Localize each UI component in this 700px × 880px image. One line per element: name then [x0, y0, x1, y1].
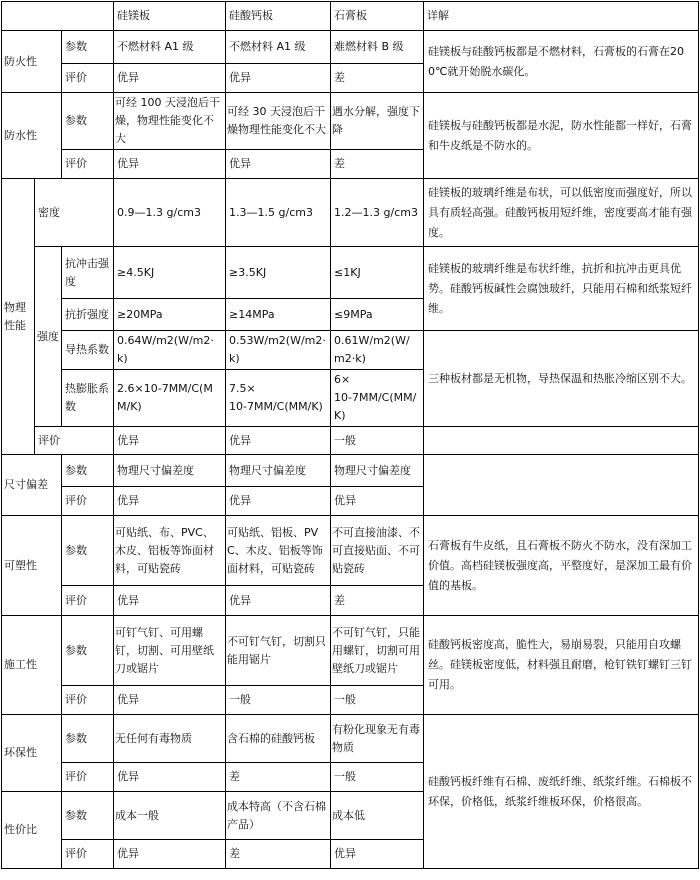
cell-value: 物理尺寸偏差度	[114, 455, 226, 487]
cell-value: 不可钉气钉，只能用螺钉，切割可用壁纸刀或锯片	[331, 616, 424, 686]
cell-value: 优异	[114, 763, 226, 792]
row-label-density: 密度	[35, 179, 114, 247]
explanation-empty	[424, 427, 699, 455]
cell-value: 0.53W/m2(W/m2·k)	[226, 331, 331, 370]
row-label-params: 参数	[62, 616, 114, 686]
category-plastic: 可塑性	[2, 516, 62, 616]
cell-value: 优异	[114, 686, 226, 715]
row-label-eval: 评价	[62, 763, 114, 792]
cell-value: 一般	[331, 427, 424, 455]
cell-value: 优异	[114, 586, 226, 616]
explanation-work: 硅酸钙板密度高，脆性大，易崩易裂，只能用自攻螺丝。硅镁板密度低，材料强且耐磨，枪钉铁钉螺钉三钉可用。	[424, 616, 699, 715]
category-work: 施工性	[2, 616, 62, 715]
row-label-eval: 评价	[62, 686, 114, 715]
cell-value: 优异	[226, 487, 331, 516]
cell-value: 一般	[226, 686, 331, 715]
header-col-magnesium: 硅镁板	[114, 2, 226, 31]
cell-value: 优异	[114, 427, 226, 455]
table-row	[2, 331, 699, 370]
cell-value: 一般	[331, 763, 424, 792]
row-label-params: 参数	[62, 715, 114, 763]
cell-value: 成本特高（不含石棉产品）	[226, 792, 331, 840]
cell-value: 不燃材料 A1 级	[226, 31, 331, 64]
header-row	[2, 2, 699, 31]
cell-value: 1.3—1.5 g/cm3	[226, 179, 331, 247]
cell-value: 0.9—1.3 g/cm3	[114, 179, 226, 247]
cell-value: ≥14MPa	[226, 299, 331, 331]
cell-value: 成本一般	[114, 792, 226, 840]
cell-value: 差	[226, 840, 331, 869]
explanation-plastic: 石膏板有牛皮纸，且石膏板不防火不防水，没有深加工价值。高档硅镁板强度高，平整度好，是深加工最有价值的基板。	[424, 516, 699, 616]
cell-value: 优异	[331, 840, 424, 869]
row-label-params: 参数	[62, 31, 114, 64]
cell-value: 可钉气钉、可用螺钉，切割、可用壁纸刀或锯片	[114, 616, 226, 686]
cell-value: 不可直接油漆、不可直接贴面、不可贴瓷砖	[331, 516, 424, 586]
header-empty-cell	[2, 2, 114, 31]
row-label-flex: 抗折强度	[62, 299, 114, 331]
explanation-empty	[424, 455, 699, 516]
cell-value: 0.61W/m2(W/m2·k)	[331, 331, 424, 370]
row-label-strength: 强度	[35, 247, 62, 427]
row-label-impact: 抗冲击强度	[62, 247, 114, 299]
cell-value: 差	[331, 150, 424, 179]
cell-value: 优异	[114, 840, 226, 869]
category-water: 防水性	[2, 93, 62, 179]
cell-value: 差	[226, 763, 331, 792]
category-eco: 环保性	[2, 715, 62, 792]
cell-value: 有粉化现象无有毒物质	[331, 715, 424, 763]
table-row	[2, 455, 699, 487]
row-label-expansion: 热膨胀系数	[62, 370, 114, 427]
explanation-fire: 硅镁板与硅酸钙板都是不燃材料，石膏板的石膏在200℃就开始脱水碳化。	[424, 31, 699, 93]
cell-value: 6× 10-7MM/C(MM/K)	[331, 370, 424, 427]
cell-value: 0.64W/m2(W/m2·k)	[114, 331, 226, 370]
explanation-density: 硅镁板的玻璃纤维是布状，可以低密度而强度好，所以具有质轻高强。硅酸钙板用短纤维，密度要高才能有强度。	[424, 179, 699, 247]
explanation-thermal: 三种板材都是无机物，导热保温和热胀冷缩区别不大。	[424, 331, 699, 427]
cell-value: 优异	[114, 150, 226, 179]
comparison-table	[1, 1, 699, 869]
cell-value: 优异	[331, 487, 424, 516]
table-row	[2, 427, 699, 455]
row-label-params: 参数	[62, 516, 114, 586]
header-col-explanation: 详解	[424, 2, 699, 31]
cell-value: 优异	[114, 64, 226, 93]
cell-value: 差	[331, 586, 424, 616]
cell-value: 差	[331, 64, 424, 93]
row-label-eval: 评价	[62, 586, 114, 616]
cell-value: ≤1KJ	[331, 247, 424, 299]
cell-value: 可贴纸、铝板、PVC、木皮、铝板等饰面材料，可贴瓷砖	[226, 516, 331, 586]
explanation-eco-price: 硅酸钙板纤维有石棉、废纸纤维、纸浆纤维。石棉板不环保，价格低，纸浆纤维板环保，价格很高。	[424, 715, 699, 869]
cell-value: ≥4.5KJ	[114, 247, 226, 299]
category-price: 性价比	[2, 792, 62, 869]
cell-value: 优异	[226, 586, 331, 616]
cell-value: 成本低	[331, 792, 424, 840]
cell-value: ≥20MPa	[114, 299, 226, 331]
cell-value: 优异	[226, 150, 331, 179]
cell-value: 含石棉的硅酸钙板	[226, 715, 331, 763]
table-row	[2, 247, 699, 299]
row-label-params: 参数	[62, 93, 114, 150]
cell-value: ≥3.5KJ	[226, 247, 331, 299]
cell-value: 7.5× 10-7MM/C(MM/K)	[226, 370, 331, 427]
cell-value: 优异	[226, 427, 331, 455]
row-label-eval: 评价	[62, 487, 114, 516]
row-label-params: 参数	[62, 792, 114, 840]
cell-value: 1.2—1.3 g/cm3	[331, 179, 424, 247]
header-col-calcium-silicate: 硅酸钙板	[226, 2, 331, 31]
category-physical: 物理性能	[2, 179, 35, 455]
cell-value: 可贴纸、布、PVC、木皮、铝板等饰面材料，可贴瓷砖	[114, 516, 226, 586]
cell-value: 可经 30 天浸泡后干燥物理性能变化不大	[226, 93, 331, 150]
explanation-water: 硅镁板与硅酸钙板都是水泥，防水性能都一样好，石膏和牛皮纸是不防水的。	[424, 93, 699, 179]
cell-value: 物理尺寸偏差度	[226, 455, 331, 487]
table-row	[2, 715, 699, 763]
cell-value: 无任何有毒物质	[114, 715, 226, 763]
cell-value: 优异	[114, 487, 226, 516]
row-label-eval: 评价	[62, 150, 114, 179]
row-label-params: 参数	[62, 455, 114, 487]
category-fire: 防火性	[2, 31, 62, 93]
cell-value: 物理尺寸偏差度	[331, 455, 424, 487]
row-label-heat: 导热系数	[62, 331, 114, 370]
cell-value: 不可钉气钉，切割只能用锯片	[226, 616, 331, 686]
row-label-eval: 评价	[62, 64, 114, 93]
row-label-eval: 评价	[62, 840, 114, 869]
category-size: 尺寸偏差	[2, 455, 62, 516]
cell-value: 2.6×10-7MM/C(MM/K)	[114, 370, 226, 427]
cell-value: ≤9MPa	[331, 299, 424, 331]
table-row	[2, 616, 699, 686]
cell-value: 难燃材料 B 级	[331, 31, 424, 64]
explanation-strength: 硅镁板的玻璃纤维是布状纤维，抗折和抗冲击更具优势。硅酸钙板碱性会腐蚀玻纤，只能用石棉和纸浆短纤维。	[424, 247, 699, 331]
cell-value: 一般	[331, 686, 424, 715]
cell-value: 优异	[226, 64, 331, 93]
row-label-eval: 评价	[35, 427, 114, 455]
header-col-gypsum: 石膏板	[331, 2, 424, 31]
table-row	[2, 31, 699, 64]
table-row	[2, 93, 699, 150]
table-row	[2, 179, 699, 247]
cell-value: 不燃材料 A1 级	[114, 31, 226, 64]
cell-value: 遇水分解，强度下降	[331, 93, 424, 150]
cell-value: 可经 100 天浸泡后干燥，物理性能变化不大	[114, 93, 226, 150]
table-row	[2, 516, 699, 586]
